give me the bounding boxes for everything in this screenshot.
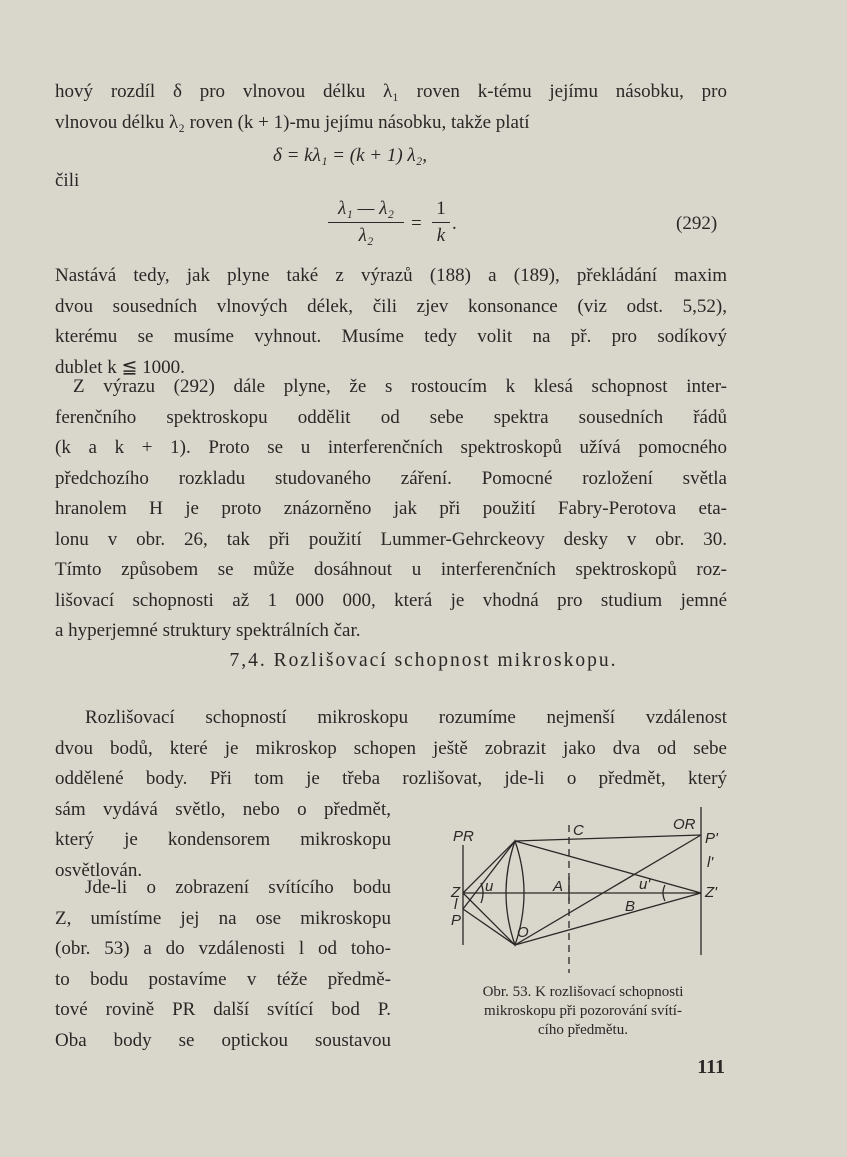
text-line: předchozího rozkladu studovaného záření. Pomocné rozložení světla bbox=[55, 467, 727, 489]
paragraph-konsonance bbox=[55, 261, 727, 383]
text-line: hranolem H je proto znázorněno jak při použití Fabry-Perotova eta- bbox=[55, 498, 727, 519]
text-line: který je kondensorem mikroskopu bbox=[55, 829, 391, 850]
equation-number: (292) bbox=[676, 213, 718, 234]
fraction-denominator: k bbox=[436, 225, 446, 246]
label-P-prime: P' bbox=[705, 830, 718, 847]
text-line: dublet k ≦ 1000. bbox=[55, 356, 185, 378]
caption-line: Obr. 53. K rozlišovací schopnosti bbox=[482, 984, 684, 1000]
label-l-prime: l' bbox=[707, 854, 714, 871]
figure-53-diagram bbox=[433, 805, 733, 977]
text-line: kterému se musíme vyhnout. Musíme tedy volit na př. pro sodíkový bbox=[55, 326, 727, 347]
text-line: lišovací schopnosti až 1 000 000, která je vhodná pro studium jemné bbox=[55, 589, 727, 611]
text-line: oddělené body. Při tom je třeba rozlišovat, jde-li o předmět, který bbox=[55, 768, 727, 789]
label-l: l bbox=[454, 896, 458, 913]
label-OR: OR bbox=[673, 816, 696, 833]
text-line: tové rovině PR další svítící bod P. bbox=[55, 999, 391, 1020]
ray-line bbox=[515, 835, 701, 945]
text-line: sám vydává světlo, nebo o předmět, bbox=[55, 798, 391, 820]
text-line: vlnovou délku λ₂ roven (k + 1)-mu jejímu násobku, takže platí bbox=[55, 111, 530, 133]
label-Z-prime: Z' bbox=[705, 884, 718, 901]
text-line: osvětlován. bbox=[55, 859, 143, 881]
text-line: Jde-li o zobrazení svítícího bodu bbox=[85, 877, 391, 898]
text-line: (k a k + 1). Proto se u interferenčních spektroskopů užívá pomocného bbox=[55, 437, 727, 458]
fraction-bar bbox=[432, 222, 450, 223]
text-line: dvou bodů, které je mikroskop schopen ještě zobrazit jako dva od sebe bbox=[55, 737, 727, 759]
equation-292-rhs-fraction bbox=[432, 198, 450, 247]
paragraph-spektroskop bbox=[55, 372, 727, 647]
fraction-numerator: 1 bbox=[436, 198, 446, 219]
ray-line bbox=[515, 835, 701, 841]
section-heading: 7,4. Rozlišovací schopnost mikroskopu. bbox=[229, 650, 618, 671]
text-line: Nastává tedy, jak plyne také z výrazů (188) a (189), překládání maxim bbox=[55, 265, 727, 286]
text-line: Z výrazu (292) dále plyne, že s rostoucím k klesá schopnost inter- bbox=[73, 376, 727, 397]
cili-label: čili bbox=[55, 170, 80, 191]
equation-292-terminator: . bbox=[452, 213, 457, 234]
text-line: to bodu postavíme v téže předmě- bbox=[55, 968, 391, 990]
label-Z: Z bbox=[451, 884, 461, 901]
text-line: dvou sousedních vlnových délek, čili zjev konsonance (viz odst. 5,52), bbox=[55, 295, 727, 317]
label-B: B bbox=[625, 898, 636, 915]
equation-delta: δ = kλ₁ = (k + 1) λ₂, bbox=[273, 145, 427, 166]
label-A: A bbox=[553, 878, 564, 895]
figure-caption bbox=[433, 983, 733, 1040]
text-line: ferenčního spektroskopu oddělit od sebe spektra sousedních řádů bbox=[55, 406, 727, 428]
text-line: Oba body se optickou soustavou bbox=[55, 1029, 391, 1051]
paragraph-svitici-bod bbox=[55, 873, 391, 1056]
label-u-prime: u' bbox=[639, 876, 651, 893]
equation-292-equals: = bbox=[411, 213, 422, 234]
caption-line: mikroskopu při pozorování svítí- bbox=[484, 1003, 682, 1019]
ray-line bbox=[515, 841, 701, 893]
label-u: u bbox=[485, 878, 494, 895]
equation-292-lhs-fraction bbox=[328, 198, 404, 247]
text-line: Tímto způsobem se může dosáhnout u interferenčních spektroskopů roz- bbox=[55, 559, 727, 580]
label-P: P bbox=[451, 912, 462, 929]
intro-paragraph bbox=[55, 77, 727, 138]
fraction-denominator: λ₂ bbox=[358, 225, 374, 246]
fraction-numerator: λ₁ — λ₂ bbox=[337, 198, 395, 219]
label-C: C bbox=[573, 822, 584, 839]
text-line: hový rozdíl δ pro vlnovou délku λ₁ roven k-tému jejímu násobku, pro bbox=[55, 81, 727, 102]
ray-line bbox=[515, 893, 701, 945]
label-PR: PR bbox=[453, 828, 474, 845]
fraction-bar bbox=[328, 222, 404, 223]
text-line: lonu v obr. 26, tak při použití Lummer-Gehrckeovy desky v obr. 30. bbox=[55, 528, 727, 550]
text-line: Rozlišovací schopností mikroskopu rozumíme nejmenší vzdálenost bbox=[85, 707, 727, 728]
text-line: (obr. 53) a do vzdálenosti l od toho- bbox=[55, 938, 391, 959]
text-line: a hyperjemné struktury spektrálních čar. bbox=[55, 620, 361, 641]
ray-line bbox=[463, 893, 515, 945]
text-line: Z, umístíme jej na ose mikroskopu bbox=[55, 907, 391, 929]
page-number: 111 bbox=[697, 1056, 725, 1078]
caption-line: cího předmětu. bbox=[538, 1022, 628, 1038]
label-O: O bbox=[517, 924, 529, 941]
